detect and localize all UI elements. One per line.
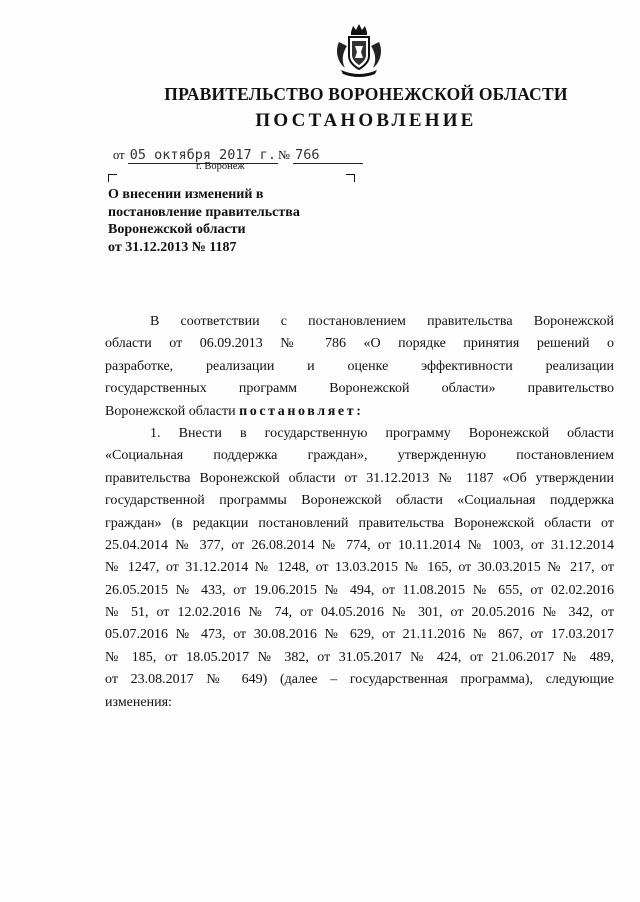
document-subject <box>108 186 300 256</box>
body-line: 1. Внести в государственную программу Воронежской области <box>150 425 614 441</box>
document-date: 05 октября 2017 г. <box>129 147 276 163</box>
resolution-keyword: постановляет: <box>239 403 364 419</box>
body-line: правительства Воронежской области от 31.12.2013 № 1187 «Об утверждении <box>105 470 614 486</box>
body-line: 05.07.2016 № 473, от 30.08.2016 № 629, от 21.11.2016 № 867, от 17.03.2017 <box>105 627 614 643</box>
document-number: 766 <box>293 147 363 164</box>
body-line: № 185, от 18.05.2017 № 382, от 31.05.2017 № 424, от 21.06.2017 № 489, <box>105 649 614 665</box>
body-line: граждан» (в редакции постановлений правительства Воронежской области от <box>105 515 614 531</box>
subject-line: О внесении изменений в <box>108 187 264 202</box>
subject-corner-left <box>108 174 117 182</box>
document-type: ПОСТАНОВЛЕНИЕ <box>255 110 477 131</box>
subject-line: постановление правительства <box>108 204 300 220</box>
subject-corner-right <box>346 174 355 182</box>
body-line-resolution <box>105 401 614 423</box>
issue-city: г. Воронеж <box>196 161 245 172</box>
body-line: № 51, от 12.02.2016 № 74, от 04.05.2016 № 301, от 20.05.2016 № 342, от <box>105 605 614 621</box>
body-line: В соответствии с постановлением правительства Воронежской <box>150 314 614 329</box>
subject-line: Воронежской области <box>108 222 246 237</box>
resolution-prefix: Воронежской области <box>105 403 240 419</box>
body-line: № 1247, от 31.12.2014 № 1248, от 13.03.2015 № 165, от 30.03.2015 № 217, от <box>105 560 614 576</box>
body-line: 26.05.2015 № 433, от 19.06.2015 № 494, от 11.08.2015 № 655, от 02.02.2016 <box>105 582 614 598</box>
coat-of-arms-icon <box>331 22 387 78</box>
body-line: от 23.08.2017 № 649) (далее – государственная программа), следующие <box>105 672 614 688</box>
government-title: ПРАВИТЕЛЬСТВО ВОРОНЕЖСКОЙ ОБЛАСТИ <box>164 84 568 104</box>
body-line: области от 06.09.2013 № 786 «О порядке принятия решений о <box>105 336 614 352</box>
body-line: государственных программ Воронежской области» правительство <box>105 381 614 397</box>
number-prefix: № <box>278 148 290 162</box>
subject-line: от 31.12.2013 № 1187 <box>108 239 237 255</box>
body-line: государственной программы Воронежской области «Социальная поддержка <box>105 493 614 509</box>
body-line: изменения: <box>105 694 172 710</box>
body-line: 25.04.2014 № 377, от 26.08.2014 № 774, от 10.11.2014 № 1003, от 31.12.2014 <box>105 537 614 553</box>
body-line: «Социальная поддержка граждан», утвержденную постановлением <box>105 448 614 464</box>
body-line: разработке, реализации и оценке эффективности реализации <box>105 358 614 374</box>
date-prefix: от <box>113 148 125 162</box>
document-body <box>105 311 614 714</box>
